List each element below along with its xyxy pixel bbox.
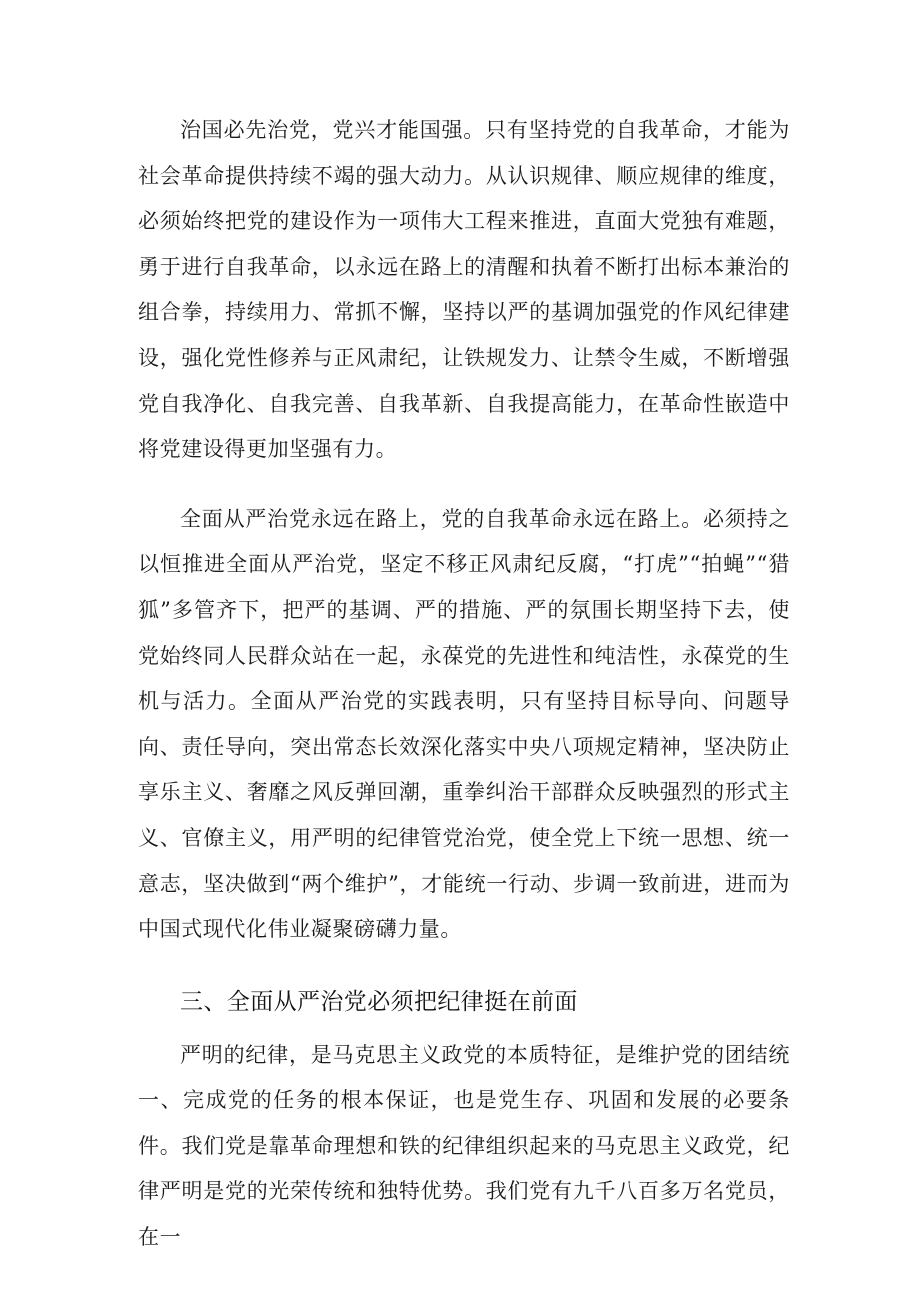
section-heading: 三、全面从严治党必须把纪律挺在前面 bbox=[180, 988, 578, 1015]
document-body bbox=[138, 108, 790, 1261]
body-paragraph-2: 全面从严治党永远在路上，党的自我革命永远在路上。必须持之以恒推进全面从严治党，坚定不移正风肃纪反腐，“打虎”“拍蝇”“猎狐”多管齐下，把严的基调、严的措施、严的氛围长期坚持下去，使党始终同人民群众站在一起，永葆党的先进性和纯洁性，永葆党的生机与活力。全面从严治党的实践表明，只有坚持目标导向、问题导向、责任导向，突出常态长效深化落实中央八项规定精神，坚决防止享乐主义、奢靡之风反弹回潮，重拳纠治干部群众反映强烈的形式主义、官僚主义，用严明的纪律管党治党，使全党上下统一思想、统一意志，坚决做到“两个维护”，才能统一行动、步调一致前进，进而为中国式现代化伟业凝聚磅礴力量。 bbox=[138, 506, 790, 942]
body-paragraph-1: 治国必先治党，党兴才能国强。只有坚持党的自我革命，才能为社会革命提供持续不竭的强大动力。从认识规律、顺应规律的维度，必须始终把党的建设作为一项伟大工程来推进，直面大党独有难题，勇于进行自我革命，以永远在路上的清醒和执着不断打出标本兼治的组合拳，持续用力、常抓不懈，坚持以严的基调加强党的作风纪律建设，强化党性修养与正风肃纪，让铁规发力、让禁令生威，不断增强党自我净化、自我完善、自我革新、自我提高能力，在革命性嵌造中将党建设得更加坚强有力。 bbox=[138, 118, 790, 462]
body-paragraph-3: 严明的纪律，是马克思主义政党的本质特征，是维护党的团结统一、完成党的任务的根本保证，也是党生存、巩固和发展的必要条件。我们党是靠革命理想和铁的纪律组织起来的马克思主义政党，纪律严明是党的光荣传统和独特优势。我们党有九千八百多万名党员，在一 bbox=[138, 1042, 790, 1250]
